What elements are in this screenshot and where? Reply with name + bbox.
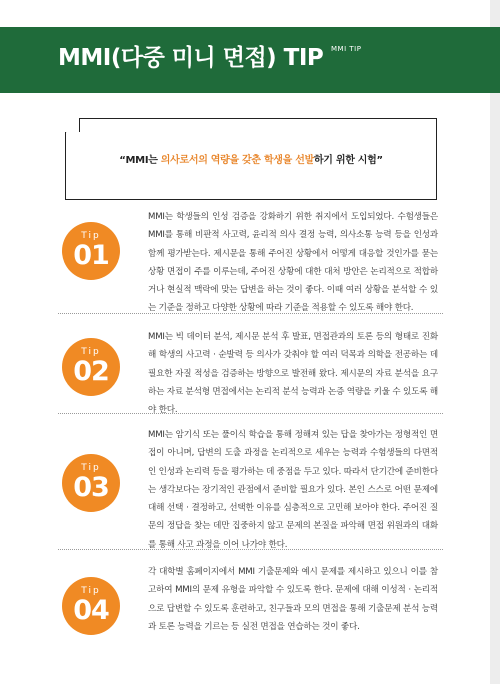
page-subtitle: MMI TIP — [331, 45, 362, 53]
page-title: MMI(다중 미니 면접) TIP — [58, 45, 324, 71]
tip-section-4 — [58, 563, 443, 643]
summary-quote — [66, 151, 436, 166]
section-divider — [58, 413, 443, 414]
tip-badge-label: Tip — [81, 347, 101, 357]
tip-section-3 — [58, 426, 443, 550]
tip-badge-4 — [62, 577, 120, 635]
summary-before: “MMI는 — [119, 155, 161, 166]
tip-text-2: MMI는 빅 데이터 분석, 제시문 분석 후 발표, 면접관과의 토론 등의 형태로 진화해 학생의 사고력 · 순발력 등 의사가 갖춰야 할 여러 덕목과 의학을 전공하는 데 필요한 자질 적성을 검증하는 방향으로 발전해 왔다. 제시문의 자료 분석을 요구하는 자료 분석형 면접에서는 논리적 분석 능력과 논증 역량을 키울 수 있도록 해야 한다. — [148, 332, 438, 416]
tip-text-3: MMI는 암기식 또는 풀이식 학습을 통해 정해져 있는 답을 찾아가는 정형적인 면접이 아니며, 답변의 도출 과정을 논리적으로 세우는 능력과 수험생들의 다면적인 인성과 논리력 등을 평가하는 데 중점을 두고 있다. 따라서 단기간에 준비한다는 생각보다는 장기적인 관점에서 준비할 필요가 있다. 본인 스스로 어떤 문제에 대해 선택 · 결정하고, 선택한 이유를 심층적으로 고민해 보아야 한다. 주어진 질문의 정답을 찾는 데만 집중하지 않고 문제의 본질을 파악해 면접 위원과의 대화를 통해 사고 과정을 이어 나가야 한다. — [148, 430, 438, 550]
tip-badge-1 — [62, 222, 120, 280]
tip-badge-label: Tip — [81, 586, 101, 596]
tip-section-2 — [58, 328, 443, 416]
tip-badge-number: 04 — [73, 595, 109, 626]
tip-badge-number: 02 — [73, 356, 109, 387]
summary-corner-line — [65, 119, 79, 133]
tip-badge-number: 01 — [73, 240, 109, 271]
tip-badge-label: Tip — [81, 231, 101, 241]
tip-text-4: 각 대학별 홈페이지에서 MMI 기출문제와 예시 문제를 제시하고 있으니 이를 참고하여 MMI의 문제 유형을 파악할 수 있도록 한다. 문제에 대해 이성적 · 논리적으로 답변할 수 있도록 훈련하고, 친구들과 모의 면접을 통해 기출문제 분석 능력과 토론 능력을 기르는 등 실전 면접을 연습하는 것이 좋다. — [148, 567, 438, 632]
tip-section-1 — [58, 208, 443, 314]
title-banner — [0, 27, 500, 93]
section-divider — [58, 313, 443, 314]
summary-box — [65, 118, 437, 200]
summary-corner — [64, 117, 80, 133]
summary-highlight: 의사로서의 역량을 갖춘 학생을 선발 — [160, 155, 314, 166]
tip-text-1: MMI는 학생들의 인성 검증을 강화하기 위한 취지에서 도입되었다. 수험생들은 MMI를 통해 비판적 사고력, 윤리적 의사 결정 능력, 의사소통 능력 등을 인성과 함께 평가받는다. 제시문을 통해 주어진 상황에서 어떻게 대응할 것인가를 묻는 상황 면접이 주를 이루는데, 주어진 상황에 대한 대처 방안은 논리적으로 적합하거나 현실적 맥락에 맞는 답변을 하는 것이 좋다. 이때 여러 상황을 분석할 수 있는 기준을 정하고 다양한 상황에 따라 기준을 적용할 수 있도록 해야 한다. — [148, 212, 438, 314]
tip-badge-number: 03 — [73, 472, 109, 503]
tip-badge-3 — [62, 454, 120, 512]
tip-badge-label: Tip — [81, 463, 101, 473]
summary-after: 하기 위한 시험” — [313, 155, 383, 166]
tip-badge-2 — [62, 338, 120, 396]
section-divider — [58, 549, 443, 550]
